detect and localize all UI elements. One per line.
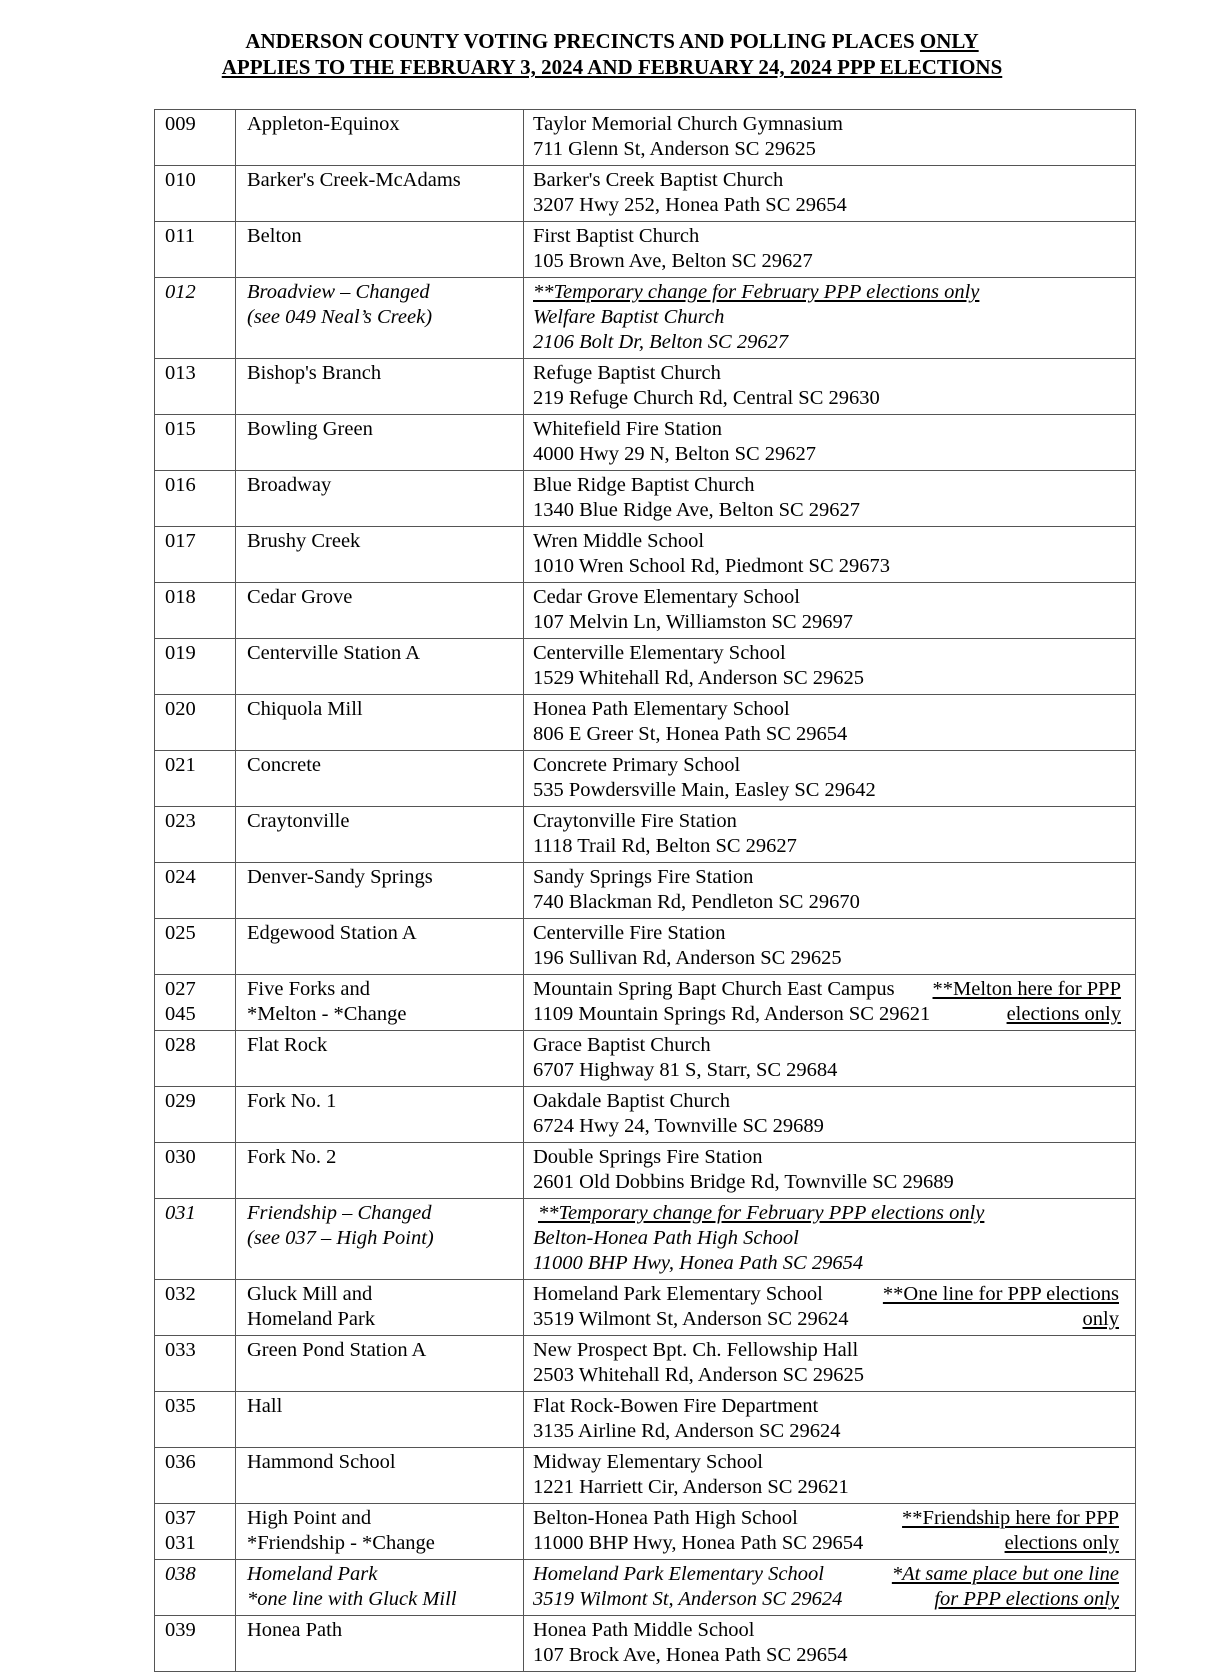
ppp-note: **Melton here for PPP bbox=[932, 978, 1121, 1000]
table-row: 031 Friendship – Changed (see 037 – High Point) **Temporary change for February PPP elections only Belton-Honea Path High School 11000 BHP Hwy, Honea Path SC 29654 bbox=[155, 1199, 1136, 1280]
document-title bbox=[0, 28, 1224, 80]
table-row: 036 Hammond School Midway Elementary School 1221 Harriett Cir, Anderson SC 29621 bbox=[155, 1448, 1136, 1504]
precincts-table bbox=[154, 109, 1136, 1672]
table-row: 021 Concrete Concrete Primary School 535 Powdersville Main, Easley SC 29642 bbox=[155, 751, 1136, 807]
table-row: 032 Gluck Mill and Homeland Park Homeland Park Elementary School **One line for PPP elections 3519 Wilmont St, Anderson SC 29624 only bbox=[155, 1280, 1136, 1336]
table-row: 035 Hall Flat Rock-Bowen Fire Department 3135 Airline Rd, Anderson SC 29624 bbox=[155, 1392, 1136, 1448]
table-row: 017 Brushy Creek Wren Middle School 1010 Wren School Rd, Piedmont SC 29673 bbox=[155, 527, 1136, 583]
table-row: 039 Honea Path Honea Path Middle School 107 Brock Ave, Honea Path SC 29654 bbox=[155, 1616, 1136, 1672]
table-row: 033 Green Pond Station A New Prospect Bpt. Ch. Fellowship Hall 2503 Whitehall Rd, Anderson SC 29625 bbox=[155, 1336, 1136, 1392]
ppp-note: **One line for PPP elections bbox=[882, 1283, 1119, 1305]
title-line-2: APPLIES TO THE FEBRUARY 3, 2024 AND FEBRUARY 24, 2024 PPP ELECTIONS bbox=[221, 55, 1003, 79]
table-row: 012 Broadview – Changed (see 049 Neal’s Creek) **Temporary change for February PPP elections only Welfare Baptist Church 2106 Bolt Dr, Belton SC 29627 bbox=[155, 278, 1136, 359]
table-row: 029 Fork No. 1 Oakdale Baptist Church 6724 Hwy 24, Townville SC 29689 bbox=[155, 1087, 1136, 1143]
table-row: 023 Craytonville Craytonville Fire Station 1118 Trail Rd, Belton SC 29627 bbox=[155, 807, 1136, 863]
table-row: 038 Homeland Park *one line with Gluck Mill Homeland Park Elementary School *At same place but one line 3519 Wilmont St, Anderson SC 29624 for PPP elections only bbox=[155, 1560, 1136, 1616]
table-row: 011 Belton First Baptist Church 105 Brown Ave, Belton SC 29627 bbox=[155, 222, 1136, 278]
table-row: 025 Edgewood Station A Centerville Fire Station 196 Sullivan Rd, Anderson SC 29625 bbox=[155, 919, 1136, 975]
title-line-1: ANDERSON COUNTY VOTING PRECINCTS AND POLLING PLACES ONLY bbox=[245, 29, 979, 53]
temporary-change-note: **Temporary change for February PPP elections only bbox=[538, 1202, 985, 1224]
table-row: 009 Appleton-Equinox Taylor Memorial Church Gymnasium 711 Glenn St, Anderson SC 29625 bbox=[155, 110, 1136, 166]
table-row: 027 045 Five Forks and *Melton - *Change Mountain Spring Bapt Church East Campus **Melton here for PPP 1109 Mountain Springs Rd, Anderson SC 29621 elections only bbox=[155, 975, 1136, 1031]
table-row: 016 Broadway Blue Ridge Baptist Church 1340 Blue Ridge Ave, Belton SC 29627 bbox=[155, 471, 1136, 527]
table-row: 018 Cedar Grove Cedar Grove Elementary School 107 Melvin Ln, Williamston SC 29697 bbox=[155, 583, 1136, 639]
table-row: 024 Denver-Sandy Springs Sandy Springs Fire Station 740 Blackman Rd, Pendleton SC 29670 bbox=[155, 863, 1136, 919]
table-row: 028 Flat Rock Grace Baptist Church 6707 Highway 81 S, Starr, SC 29684 bbox=[155, 1031, 1136, 1087]
ppp-note: *At same place but one line bbox=[891, 1563, 1119, 1585]
table-row: 010 Barker's Creek-McAdams Barker's Creek Baptist Church 3207 Hwy 252, Honea Path SC 29654 bbox=[155, 166, 1136, 222]
table-row: 013 Bishop's Branch Refuge Baptist Church 219 Refuge Church Rd, Central SC 29630 bbox=[155, 359, 1136, 415]
temporary-change-note: **Temporary change for February PPP elections only bbox=[533, 281, 980, 303]
table-row: 015 Bowling Green Whitefield Fire Station 4000 Hwy 29 N, Belton SC 29627 bbox=[155, 415, 1136, 471]
table-row: 030 Fork No. 2 Double Springs Fire Station 2601 Old Dobbins Bridge Rd, Townville SC 29689 bbox=[155, 1143, 1136, 1199]
ppp-note: **Friendship here for PPP bbox=[902, 1507, 1119, 1529]
table-row: 020 Chiquola Mill Honea Path Elementary School 806 E Greer St, Honea Path SC 29654 bbox=[155, 695, 1136, 751]
table-row: 019 Centerville Station A Centerville Elementary School 1529 Whitehall Rd, Anderson SC 29625 bbox=[155, 639, 1136, 695]
table-row: 037 031 High Point and *Friendship - *Change Belton-Honea Path High School **Friendship here for PPP 11000 BHP Hwy, Honea Path SC 29654 elections only bbox=[155, 1504, 1136, 1560]
